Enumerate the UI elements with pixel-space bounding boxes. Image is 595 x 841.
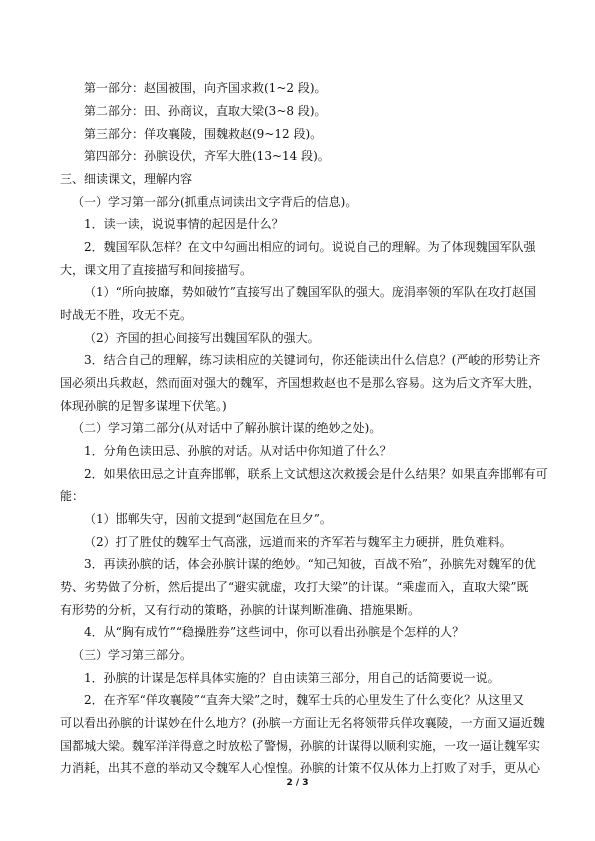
text-line: （1）“所向披靡，势如破竹”直接写出了魏国军队的强大。庞涓率领的军队在攻打赵国 — [84, 285, 536, 299]
text-line: 势、劣势做了分析，然后提出了“避实就虚，攻打大梁”的计谋。“乘虚而入，直取大梁”既 — [60, 580, 529, 594]
text-line: 2．如果依田忌之计直奔邯郸，联系上文试想这次救援会是什么结果？如果直奔邯郸有可 — [84, 467, 548, 481]
subsection-heading: （一）学习第一部分(抓重点词读出文字背后的信息)。 — [72, 195, 358, 209]
text-line: 能： — [60, 489, 85, 503]
text-line: 2．魏国军队怎样？在文中勾画出相应的词句。说说自己的理解。为了体现魏国军队强 — [84, 240, 536, 254]
subsection-heading: （三）学习第三部分。 — [72, 648, 193, 662]
text-line: 1．读一读，说说事情的起因是什么？ — [84, 217, 284, 231]
text-line: 力消耗，出其不意的举动又令魏军人心惶惶。孙膑的计策不仅从体力上打败了对手，更从心 — [60, 761, 541, 775]
text-line: 4．从“胸有成竹”“稳操胜券”这些词中，你可以看出孙膑是个怎样的人？ — [84, 625, 465, 639]
page-number: 2 / 3 — [286, 778, 309, 788]
text-line: 第一部分：赵国被围，向齐国求救(1~2 段)。 — [84, 81, 327, 95]
text-line: 3．结合自己的理解，练习读相应的关键词句，你还能读出什么信息？(严峻的形势让齐 — [84, 353, 541, 367]
text-line: （2）齐国的担心间接写出魏国军队的强大。 — [84, 331, 320, 345]
section-heading: 三、细读课文，理解内容 — [60, 172, 193, 186]
text-line: 2．在齐军“佯攻襄陵”“直奔大梁”之时，魏军士兵的心里发生了什么变化？从这里又 — [84, 693, 525, 707]
text-line: 1．孙膑的计谋是怎样具体实施的？自由读第三部分，用自己的话简要说一说。 — [84, 671, 500, 685]
text-line: 第三部分：佯攻襄陵，围魏救赵(9~12 段)。 — [84, 127, 323, 141]
text-line: （1）邯郸失守，因前文提到“赵国危在旦夕”。 — [84, 512, 332, 526]
text-line: 3．再读孙膑的话，体会孙膑计谋的绝妙。“知己知彼，百战不殆”，孙膑先对魏军的优 — [84, 557, 536, 571]
text-line: 大，课文用了直接描写和间接描写。 — [60, 263, 253, 277]
text-line: 第二部分：田、孙商议，直取大梁(3~8 段)。 — [84, 104, 327, 118]
text-line: 体现孙膑的足智多谋埋下伏笔。) — [60, 399, 227, 413]
text-line: 有形势的分析，又有行动的策略，孙膑的计谋判断准确、措施果断。 — [60, 603, 421, 617]
text-line: 国都城大梁。魏军洋洋得意之时放松了警惕，孙膑的计谋得以顺利实施，一攻一逼让魏军实 — [60, 739, 541, 753]
text-line: 可以看出孙膑的计谋妙在什么地方？(孙膑一方面让无名将领带兵佯攻襄陵，一方面又逼近魏 — [60, 716, 545, 730]
text-line: 国必须出兵救赵，然而面对强大的魏军，齐国想救赵也不是那么容易。这为后文齐军大胜， — [60, 376, 541, 390]
subsection-heading: （二）学习第二部分(从对话中了解孙膑计谋的绝妙之处)。 — [72, 421, 382, 435]
text-line: 时战无不胜，攻无不克。 — [60, 308, 193, 322]
text-line: 1．分角色读田忌、孙膑的对话。从对话中你知道了什么？ — [84, 444, 392, 458]
text-line: 第四部分：孙膑设伏，齐军大胜(13~14 段)。 — [84, 149, 330, 163]
text-line: （2）打了胜仗的魏军士气高涨，远道而来的齐军若与魏军主力硬拼，胜负难料。 — [84, 535, 512, 549]
